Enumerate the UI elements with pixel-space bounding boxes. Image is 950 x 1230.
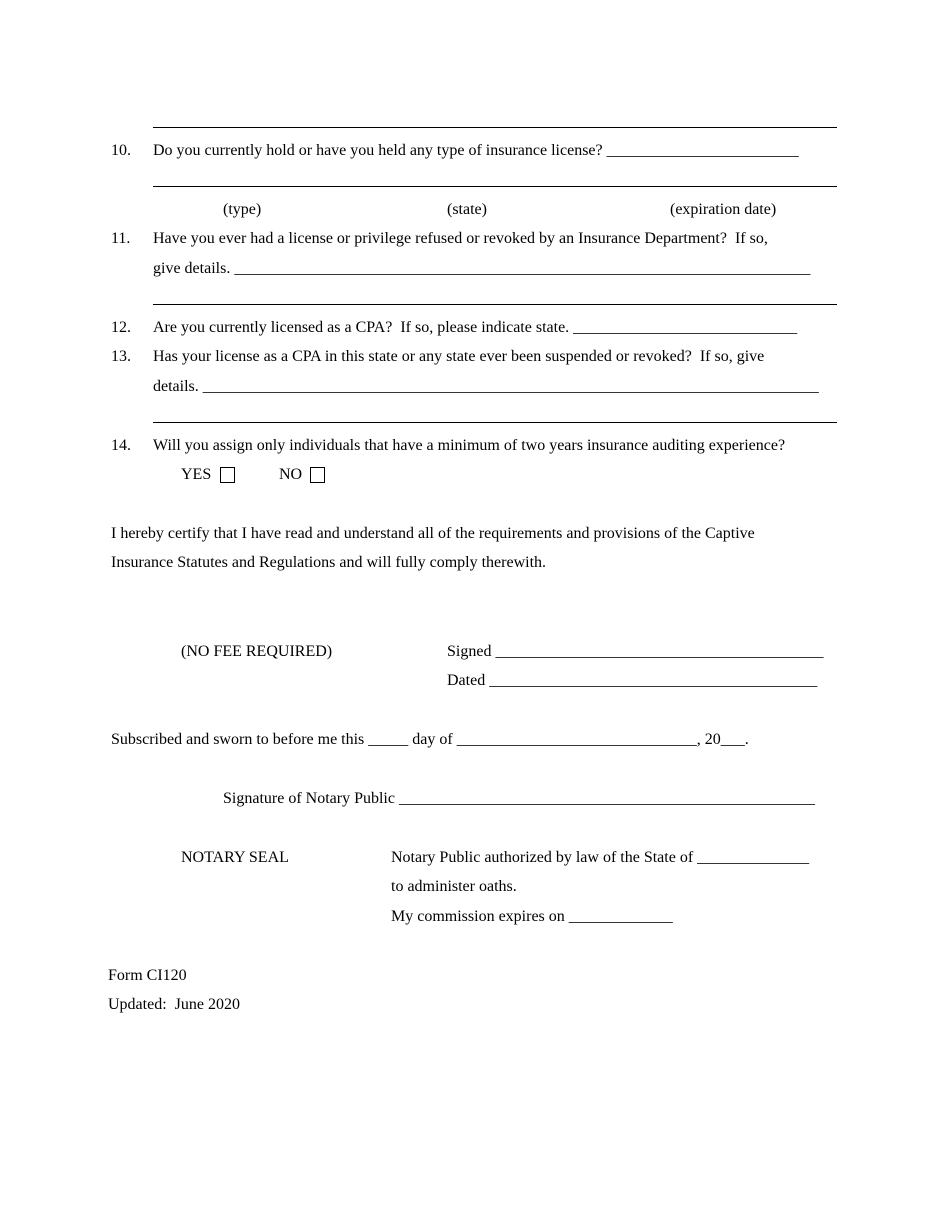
certification-text: Insurance Statutes and Regulations and will fully comply therewith. — [111, 554, 547, 571]
question-number: 11. — [111, 230, 131, 247]
question-text: Do you currently hold or have you held any type of insurance license? ________________________ — [153, 142, 799, 159]
yes-checkbox[interactable] — [220, 467, 235, 483]
no-checkbox[interactable] — [310, 467, 325, 483]
question-number: 12. — [111, 319, 131, 336]
notary-oaths-line: to administer oaths. — [391, 878, 517, 895]
question-number: 10. — [111, 142, 131, 159]
question-text: give details. ________________________________________________________________________ — [153, 260, 811, 277]
notary-signature-field[interactable]: Signature of Notary Public ____________________________________________________ — [223, 790, 815, 807]
updated-date: Updated: June 2020 — [108, 996, 240, 1013]
signed-field[interactable]: Signed _________________________________________ — [447, 643, 824, 660]
no-label: NO — [279, 466, 303, 483]
column-label-type: (type) — [223, 201, 262, 218]
question-text: Will you assign only individuals that have a minimum of two years insurance auditing experience? — [153, 437, 786, 454]
answer-line[interactable] — [153, 186, 837, 187]
answer-line[interactable] — [153, 304, 837, 305]
certification-text: I hereby certify that I have read and understand all of the requirements and provisions of the Captive — [111, 525, 755, 542]
fee-note: (NO FEE REQUIRED) — [181, 643, 333, 660]
column-label-expiration: (expiration date) — [670, 201, 777, 218]
question-number: 13. — [111, 348, 131, 365]
subscribed-statement: Subscribed and sworn to before me this _____ day of ______________________________, 20___. — [111, 731, 749, 748]
question-text: details. _____________________________________________________________________________ — [153, 378, 819, 395]
yes-label: YES — [181, 466, 212, 483]
question-text: Have you ever had a license or privilege refused or revoked by an Insurance Department? If so, — [153, 230, 768, 247]
notary-commission-line: My commission expires on _____________ — [391, 908, 673, 925]
dated-field[interactable]: Dated _________________________________________ — [447, 672, 818, 689]
notary-seal-label: NOTARY SEAL — [181, 849, 289, 866]
column-label-state: (state) — [447, 201, 487, 218]
answer-line[interactable] — [153, 422, 837, 423]
question-text: Are you currently licensed as a CPA? If so, please indicate state. ____________________________ — [153, 319, 798, 336]
question-number: 14. — [111, 437, 131, 454]
answer-line[interactable] — [153, 127, 837, 128]
notary-state-line: Notary Public authorized by law of the State of ______________ — [391, 849, 810, 866]
question-text: Has your license as a CPA in this state or any state ever been suspended or revoked? If so, give — [153, 348, 765, 365]
form-id: Form CI120 — [108, 967, 187, 984]
